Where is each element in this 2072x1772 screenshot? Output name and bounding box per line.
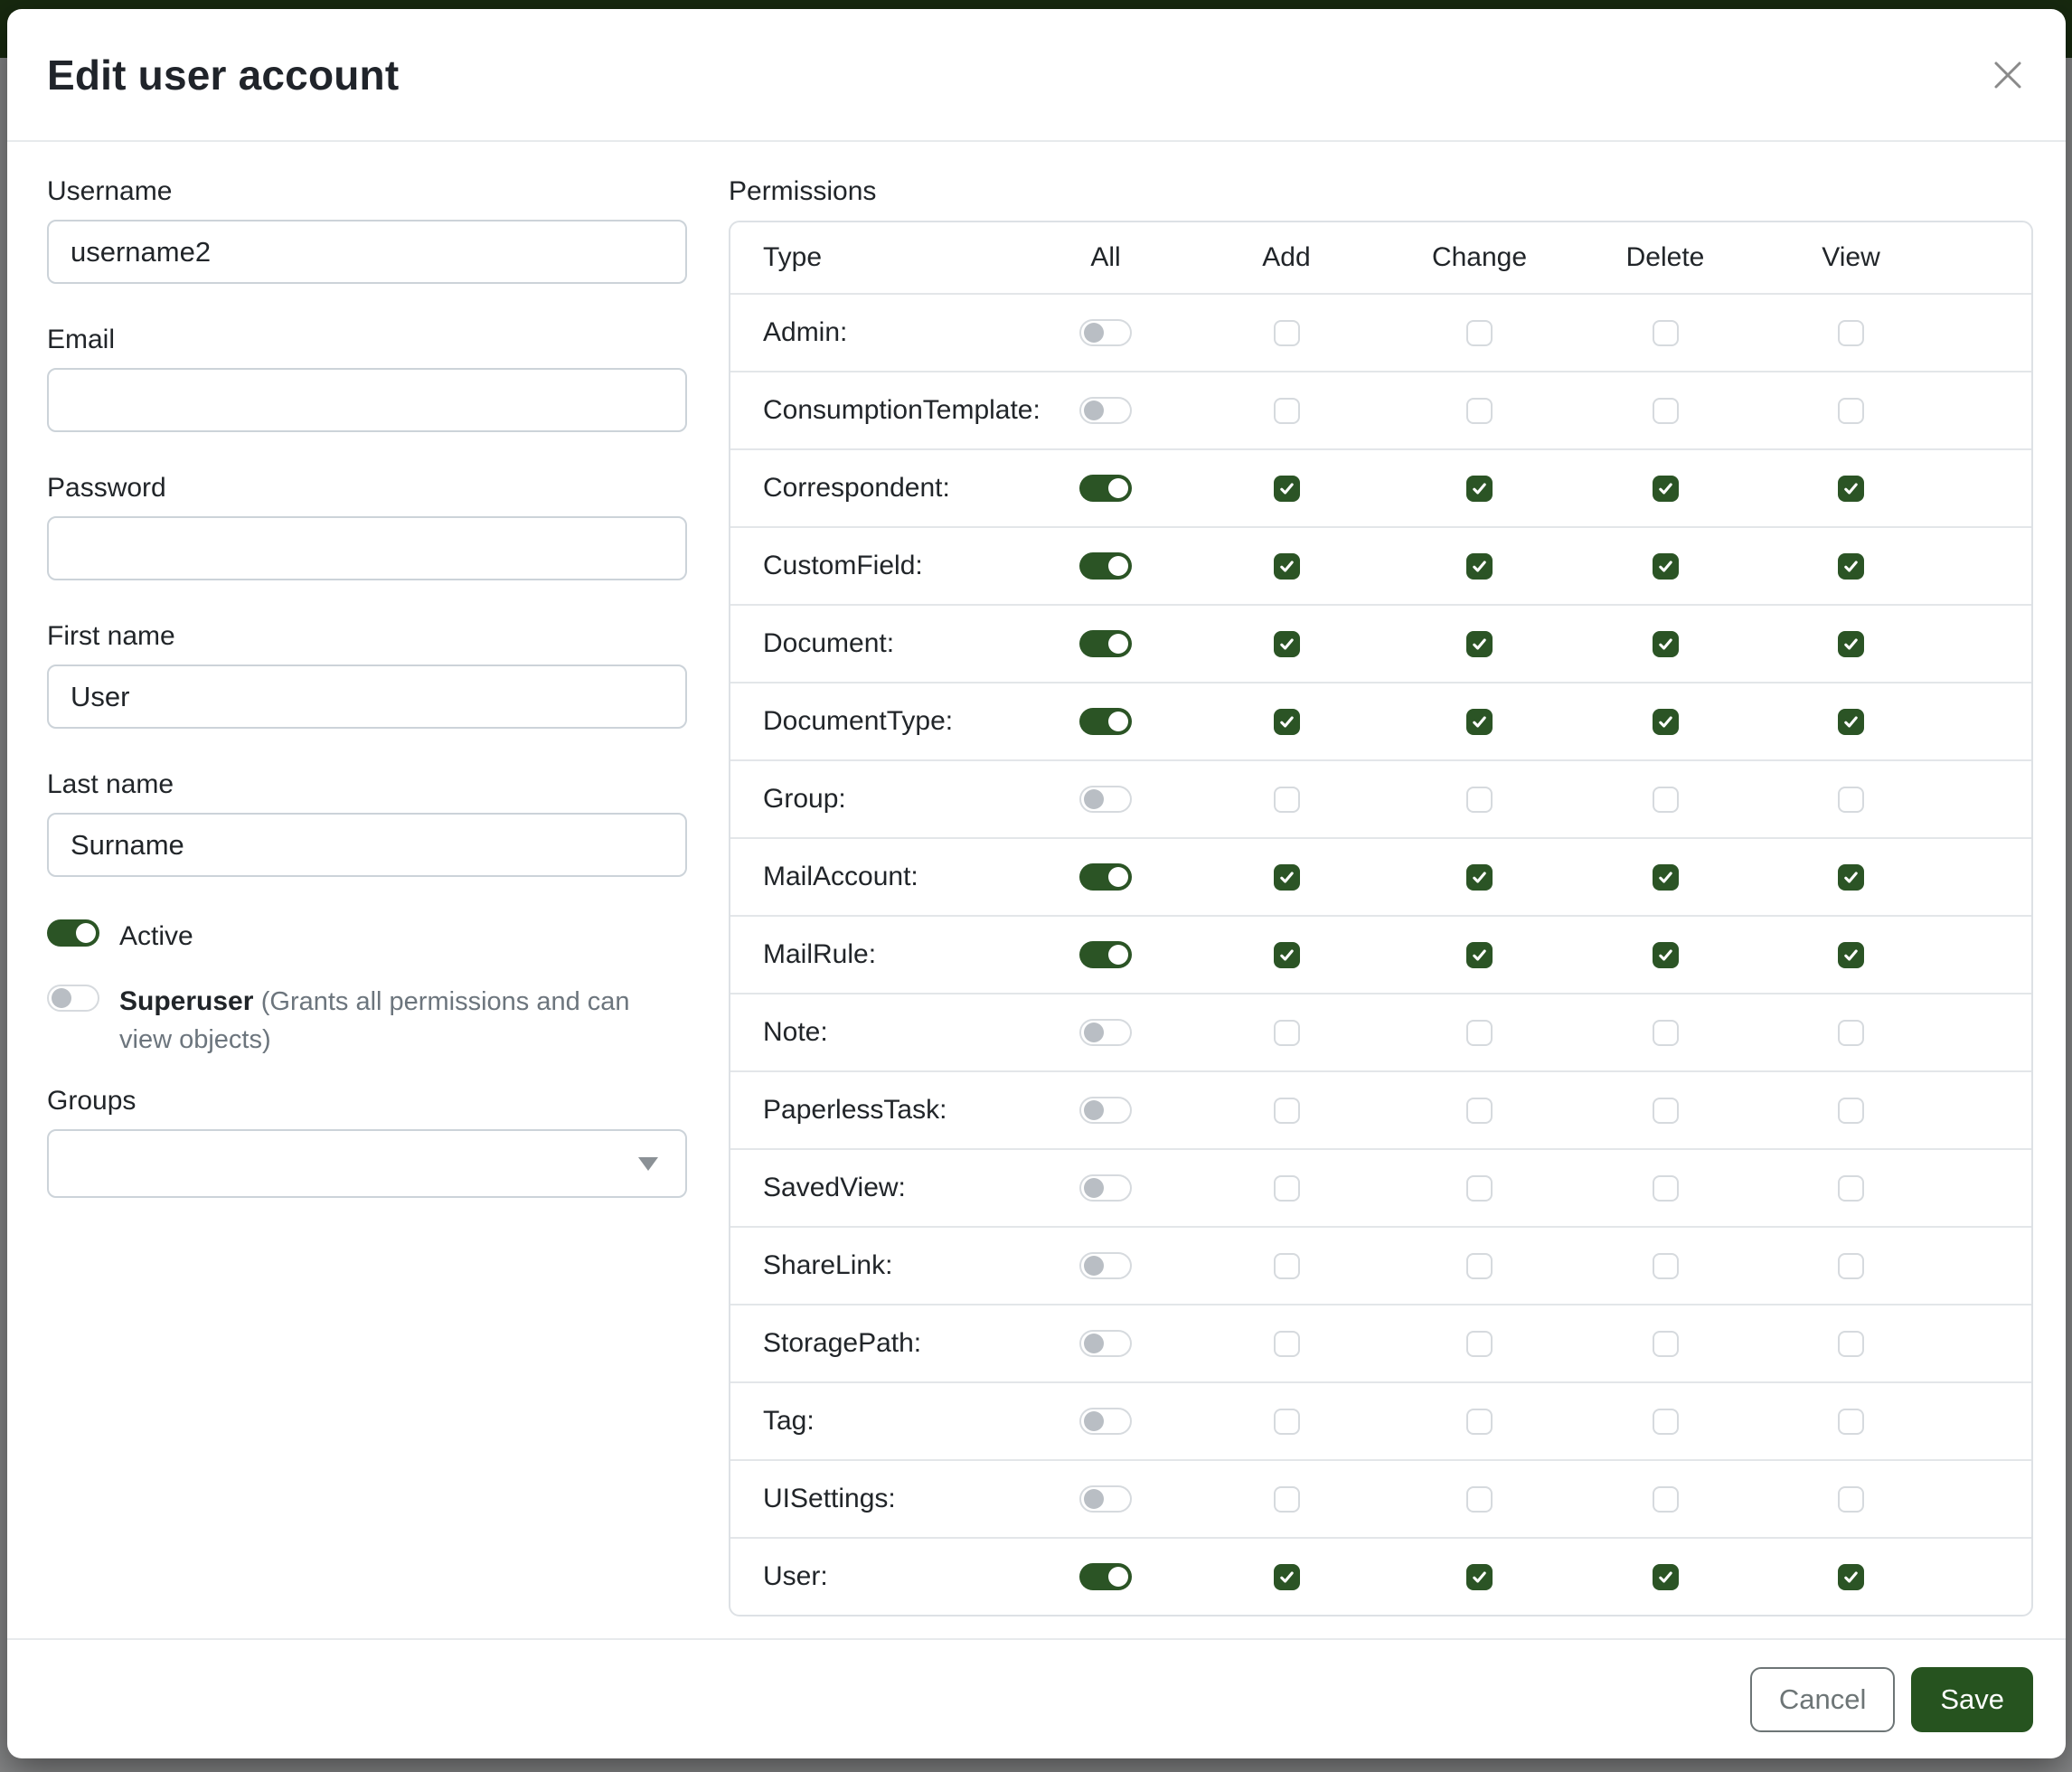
check-icon: [1657, 869, 1674, 886]
check-icon: [1842, 480, 1860, 497]
permission-all-toggle[interactable]: [1079, 397, 1132, 424]
toggle-knob: [1108, 867, 1128, 887]
permissions-label: Permissions: [729, 176, 877, 206]
permission-type-label: Tag:: [763, 1406, 815, 1436]
permission-delete-checkbox[interactable]: [1653, 942, 1679, 968]
permission-change-checkbox[interactable]: [1466, 1564, 1493, 1590]
permission-type-label: Admin:: [763, 317, 848, 347]
permission-view-checkbox[interactable]: [1838, 1486, 1864, 1513]
superuser-row: [47, 983, 687, 1059]
toggle-knob: [1108, 478, 1128, 498]
toggle-knob: [1084, 1100, 1104, 1120]
permission-row: [730, 293, 2031, 371]
permission-delete-checkbox[interactable]: [1653, 476, 1679, 502]
permission-add-checkbox[interactable]: [1274, 553, 1300, 580]
permission-type-label: Correspondent:: [763, 473, 950, 503]
chevron-down-icon: [638, 1157, 658, 1171]
column-header-delete: Delete: [1625, 242, 1705, 272]
permission-row: [730, 604, 2031, 682]
permission-row: [730, 448, 2031, 526]
permission-row: [730, 837, 2031, 915]
check-icon: [1657, 713, 1674, 730]
permission-all-toggle[interactable]: [1079, 630, 1132, 657]
permission-delete-checkbox[interactable]: [1653, 787, 1679, 813]
permission-add-checkbox[interactable]: [1274, 1409, 1300, 1435]
check-icon: [1657, 1569, 1674, 1586]
permission-row: [730, 526, 2031, 604]
permission-view-checkbox[interactable]: [1838, 320, 1864, 346]
check-icon: [1278, 869, 1295, 886]
user-form: [47, 176, 687, 1638]
permission-delete-checkbox[interactable]: [1653, 709, 1679, 735]
permission-all-toggle[interactable]: [1079, 1174, 1132, 1202]
toggle-knob: [1084, 789, 1104, 809]
toggle-knob: [52, 988, 71, 1008]
username-label: Username: [47, 176, 173, 206]
check-icon: [1842, 947, 1860, 964]
permission-change-checkbox[interactable]: [1466, 553, 1493, 580]
column-header-type: Type: [763, 242, 823, 272]
first-name-label: First name: [47, 621, 175, 651]
toggle-knob: [1108, 712, 1128, 731]
permission-change-checkbox[interactable]: [1466, 631, 1493, 657]
permission-row: [730, 1148, 2031, 1226]
permission-view-checkbox[interactable]: [1838, 1020, 1864, 1046]
toggle-knob: [1084, 1334, 1104, 1353]
check-icon: [1842, 636, 1860, 653]
permission-row: [730, 993, 2031, 1070]
permission-delete-checkbox[interactable]: [1653, 631, 1679, 657]
permission-delete-checkbox[interactable]: [1653, 320, 1679, 346]
permission-type-label: MailAccount:: [763, 862, 918, 891]
close-button[interactable]: [1986, 53, 2030, 97]
toggle-knob: [1084, 1178, 1104, 1198]
first-name-input[interactable]: [47, 664, 687, 729]
permission-view-checkbox[interactable]: [1838, 709, 1864, 735]
check-icon: [1471, 636, 1488, 653]
permission-change-checkbox[interactable]: [1466, 864, 1493, 891]
permission-view-checkbox[interactable]: [1838, 1409, 1864, 1435]
permission-type-label: StoragePath:: [763, 1328, 922, 1358]
permissions-rows: [730, 293, 2031, 1615]
permission-add-checkbox[interactable]: [1274, 1564, 1300, 1590]
permission-change-checkbox[interactable]: [1466, 1253, 1493, 1279]
permission-delete-checkbox[interactable]: [1653, 1564, 1679, 1590]
superuser-toggle[interactable]: [47, 985, 99, 1012]
save-button[interactable]: Save: [1911, 1667, 2033, 1732]
permission-change-checkbox[interactable]: [1466, 1486, 1493, 1513]
password-group: [47, 473, 687, 580]
permission-change-checkbox[interactable]: [1466, 942, 1493, 968]
groups-label: Groups: [47, 1086, 137, 1116]
permission-change-checkbox[interactable]: [1466, 1331, 1493, 1357]
permissions-table: [729, 221, 2033, 1616]
permission-add-checkbox[interactable]: [1274, 1331, 1300, 1357]
toggle-knob: [1084, 1411, 1104, 1431]
permission-add-checkbox[interactable]: [1274, 320, 1300, 346]
permission-delete-checkbox[interactable]: [1653, 864, 1679, 891]
permission-add-checkbox[interactable]: [1274, 1486, 1300, 1513]
username-input[interactable]: [47, 220, 687, 284]
check-icon: [1657, 558, 1674, 575]
permission-view-checkbox[interactable]: [1838, 1175, 1864, 1202]
permission-all-toggle[interactable]: [1079, 552, 1132, 580]
permission-all-toggle[interactable]: [1079, 1563, 1132, 1590]
password-label: Password: [47, 473, 166, 503]
permission-change-checkbox[interactable]: [1466, 320, 1493, 346]
check-icon: [1278, 947, 1295, 964]
permission-change-checkbox[interactable]: [1466, 1175, 1493, 1202]
check-icon: [1657, 947, 1674, 964]
permission-delete-checkbox[interactable]: [1653, 1175, 1679, 1202]
toggle-knob: [1108, 945, 1128, 965]
permission-row: [730, 682, 2031, 759]
username-group: [47, 176, 687, 284]
first-name-group: [47, 621, 687, 729]
check-icon: [1278, 713, 1295, 730]
last-name-group: [47, 769, 687, 877]
permission-all-toggle[interactable]: [1079, 1097, 1132, 1124]
permission-row: [730, 1070, 2031, 1148]
permission-delete-checkbox[interactable]: [1653, 553, 1679, 580]
permission-delete-checkbox[interactable]: [1653, 398, 1679, 424]
permission-all-toggle[interactable]: [1079, 941, 1132, 968]
permission-type-label: SavedView:: [763, 1173, 906, 1202]
permission-delete-checkbox[interactable]: [1653, 1409, 1679, 1435]
column-header-add: Add: [1262, 242, 1311, 272]
permission-type-label: ShareLink:: [763, 1250, 893, 1280]
permission-change-checkbox[interactable]: [1466, 398, 1493, 424]
permission-type-label: Note:: [763, 1017, 828, 1047]
permission-all-toggle[interactable]: [1079, 1252, 1132, 1279]
toggle-knob: [1108, 634, 1128, 654]
check-icon: [1278, 636, 1295, 653]
permission-change-checkbox[interactable]: [1466, 1020, 1493, 1046]
email-label: Email: [47, 325, 116, 354]
check-icon: [1471, 947, 1488, 964]
toggle-knob: [1084, 1489, 1104, 1509]
column-header-view: View: [1822, 242, 1880, 272]
permission-view-checkbox[interactable]: [1838, 1564, 1864, 1590]
dialog-title: Edit user account: [47, 51, 400, 99]
permission-all-toggle[interactable]: [1079, 319, 1132, 346]
superuser-label-text: Superuser: [119, 986, 254, 1016]
active-row: [47, 918, 687, 956]
permission-add-checkbox[interactable]: [1274, 787, 1300, 813]
permission-add-checkbox[interactable]: [1274, 1175, 1300, 1202]
toggle-knob: [1084, 323, 1104, 343]
permission-view-checkbox[interactable]: [1838, 398, 1864, 424]
permissions-section: [729, 176, 2033, 1638]
permission-all-toggle[interactable]: [1079, 1485, 1132, 1513]
permission-add-checkbox[interactable]: [1274, 942, 1300, 968]
permission-change-checkbox[interactable]: [1466, 1409, 1493, 1435]
permission-row: [730, 1381, 2031, 1459]
permission-row: [730, 1304, 2031, 1381]
permission-change-checkbox[interactable]: [1466, 1098, 1493, 1124]
email-input[interactable]: [47, 368, 687, 432]
permission-view-checkbox[interactable]: [1838, 942, 1864, 968]
check-icon: [1471, 713, 1488, 730]
permission-type-label: PaperlessTask:: [763, 1095, 947, 1125]
permission-type-label: User:: [763, 1561, 828, 1591]
permission-type-label: ConsumptionTemplate:: [763, 395, 1041, 425]
permission-add-checkbox[interactable]: [1274, 398, 1300, 424]
permission-add-checkbox[interactable]: [1274, 631, 1300, 657]
permission-add-checkbox[interactable]: [1274, 476, 1300, 502]
check-icon: [1657, 480, 1674, 497]
permission-view-checkbox[interactable]: [1838, 1098, 1864, 1124]
permission-type-label: DocumentType:: [763, 706, 954, 736]
permission-type-label: CustomField:: [763, 551, 923, 580]
toggle-knob: [1108, 1567, 1128, 1587]
last-name-label: Last name: [47, 769, 174, 799]
permission-all-toggle[interactable]: [1079, 1330, 1132, 1357]
check-icon: [1842, 1569, 1860, 1586]
permission-add-checkbox[interactable]: [1274, 1020, 1300, 1046]
permission-row: [730, 371, 2031, 448]
check-icon: [1471, 558, 1488, 575]
check-icon: [1842, 869, 1860, 886]
check-icon: [1278, 558, 1295, 575]
permission-view-checkbox[interactable]: [1838, 476, 1864, 502]
permission-type-label: Group:: [763, 784, 846, 814]
permission-row: [730, 1537, 2031, 1615]
permission-delete-checkbox[interactable]: [1653, 1331, 1679, 1357]
email-group: [47, 325, 687, 432]
check-icon: [1657, 636, 1674, 653]
toggle-knob: [1084, 1256, 1104, 1276]
check-icon: [1842, 558, 1860, 575]
groups-group: [47, 1086, 687, 1198]
password-input[interactable]: [47, 516, 687, 580]
superuser-label: [119, 983, 662, 1059]
permission-type-label: MailRule:: [763, 939, 877, 969]
permission-delete-checkbox[interactable]: [1653, 1253, 1679, 1279]
permission-add-checkbox[interactable]: [1274, 864, 1300, 891]
active-label: Active: [119, 921, 193, 951]
permission-view-checkbox[interactable]: [1838, 787, 1864, 813]
permission-row: [730, 915, 2031, 993]
permission-row: [730, 1459, 2031, 1537]
permissions-header-row: [730, 222, 2031, 293]
permission-view-checkbox[interactable]: [1838, 631, 1864, 657]
permission-delete-checkbox[interactable]: [1653, 1486, 1679, 1513]
toggle-knob: [1084, 1023, 1104, 1042]
permission-all-toggle[interactable]: [1079, 475, 1132, 502]
toggle-knob: [1108, 556, 1128, 576]
permission-delete-checkbox[interactable]: [1653, 1098, 1679, 1124]
dialog-footer: [7, 1638, 2066, 1758]
permission-all-toggle[interactable]: [1079, 786, 1132, 813]
permission-view-checkbox[interactable]: [1838, 553, 1864, 580]
permission-type-label: Document:: [763, 628, 895, 658]
active-toggle[interactable]: [47, 919, 99, 947]
permission-type-label: UISettings:: [763, 1484, 896, 1513]
permission-all-toggle[interactable]: [1079, 863, 1132, 891]
permission-delete-checkbox[interactable]: [1653, 1020, 1679, 1046]
column-header-all: All: [1090, 242, 1121, 272]
permission-change-checkbox[interactable]: [1466, 787, 1493, 813]
permission-row: [730, 1226, 2031, 1304]
toggle-knob: [76, 923, 96, 943]
cancel-button[interactable]: Cancel: [1750, 1667, 1896, 1732]
permission-all-toggle[interactable]: [1079, 1408, 1132, 1435]
permission-view-checkbox[interactable]: [1838, 864, 1864, 891]
permission-add-checkbox[interactable]: [1274, 1253, 1300, 1279]
last-name-input[interactable]: [47, 813, 687, 877]
groups-select[interactable]: [47, 1129, 687, 1198]
check-icon: [1471, 1569, 1488, 1586]
dialog-header: [7, 9, 2066, 142]
permission-add-checkbox[interactable]: [1274, 709, 1300, 735]
column-header-change: Change: [1431, 242, 1528, 272]
check-icon: [1471, 869, 1488, 886]
close-icon: [1992, 59, 2024, 91]
permission-view-checkbox[interactable]: [1838, 1253, 1864, 1279]
permission-row: [730, 759, 2031, 837]
check-icon: [1842, 713, 1860, 730]
permission-view-checkbox[interactable]: [1838, 1331, 1864, 1357]
dialog-body: [7, 142, 2066, 1638]
edit-user-dialog: [7, 9, 2066, 1758]
permission-change-checkbox[interactable]: [1466, 476, 1493, 502]
permission-all-toggle[interactable]: [1079, 1019, 1132, 1046]
check-icon: [1278, 480, 1295, 497]
permission-all-toggle[interactable]: [1079, 708, 1132, 735]
permission-change-checkbox[interactable]: [1466, 709, 1493, 735]
permission-add-checkbox[interactable]: [1274, 1098, 1300, 1124]
superuser-hint: (Grants all permissions and can view objects): [119, 987, 630, 1054]
check-icon: [1471, 480, 1488, 497]
toggle-knob: [1084, 401, 1104, 420]
check-icon: [1278, 1569, 1295, 1586]
